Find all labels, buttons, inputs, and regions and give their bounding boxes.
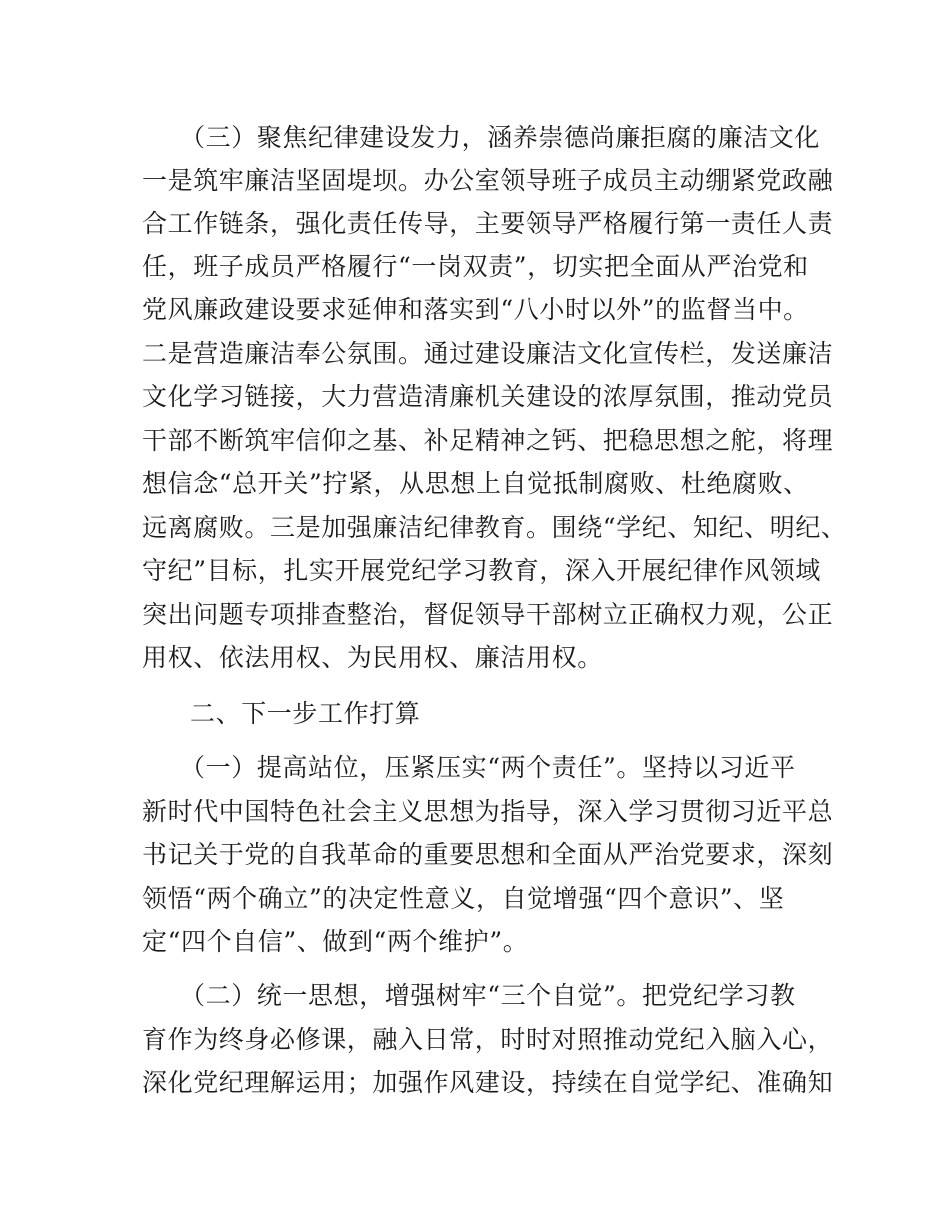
text-line: 文化学习链接，大力营造清廉机关建设的浓厚氛围，推动党员: [142, 382, 834, 411]
text-line: 定“四个自信”、做到“两个维护”。: [142, 927, 529, 956]
text-line: 远离腐败。三是加强廉洁纪律教育。围绕“学纪、知纪、明纪、: [142, 513, 847, 542]
text-line: （三）聚焦纪律建设发力，涵养崇德尚廉拒腐的廉洁文化: [180, 123, 821, 152]
section-heading: 二、下一步工作打算: [190, 699, 421, 728]
text-line: 新时代中国特色社会主义思想为指导，深入学习贯彻习近平总: [142, 797, 834, 826]
text-line: 守纪”目标，扎实开展党纪学习教育，深入开展纪律作风领域: [142, 556, 821, 585]
text-line: 一是筑牢廉洁坚固堤坝。办公室领导班子成员主动绷紧党政融: [142, 166, 834, 195]
text-line: 育作为终身必修课，融入日常，时时对照推动党纪入脑入心，: [142, 1025, 834, 1054]
text-line: 用权、依法用权、为民用权、廉洁用权。: [142, 643, 603, 672]
text-line: 想信念“总开关”拧紧，从思想上自觉抵制腐败、杜绝腐败、: [142, 469, 809, 498]
text-line: 深化党纪理解运用；加强作风建设，持续在自觉学纪、准确知: [142, 1068, 834, 1097]
text-line: 突出问题专项排查整治，督促领导干部树立正确权力观，公正: [142, 600, 834, 629]
text-line: 二是营造廉洁奉公氛围。通过建设廉洁文化宣传栏，发送廉洁: [142, 339, 834, 368]
text-line: 书记关于党的自我革命的重要思想和全面从严治党要求，深刻: [142, 840, 834, 869]
text-line: 领悟“两个确立”的决定性意义，自觉增强“四个意识”、坚: [142, 884, 785, 913]
text-line: 合工作链条，强化责任传导，主要领导严格履行第一责任人责: [142, 209, 834, 238]
text-line: 任，班子成员严格履行“一岗双责”，切实把全面从严治党和: [142, 252, 809, 281]
text-line: 干部不断筑牢信仰之基、补足精神之钙、把稳思想之舵，将理: [142, 426, 834, 455]
text-line: 党风廉政建设要求延伸和落实到“八小时以外”的监督当中。: [142, 295, 809, 324]
text-line: （二）统一思想，增强树牢“三个自觉”。把党纪学习教: [180, 981, 796, 1010]
text-line: （一）提高站位，压紧压实“两个责任”。坚持以习近平: [180, 753, 796, 782]
